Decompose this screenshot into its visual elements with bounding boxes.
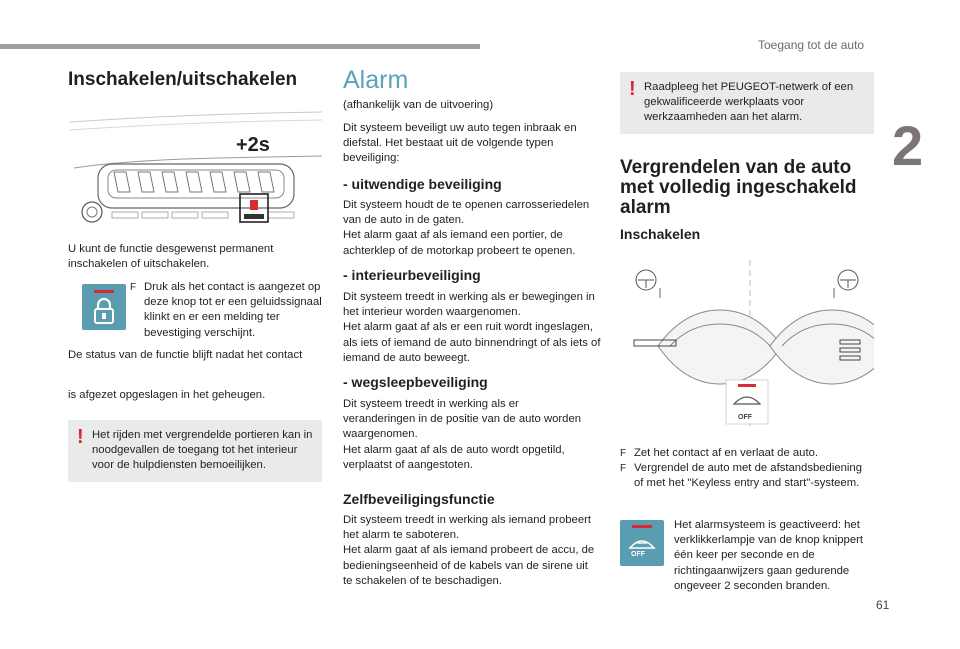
alarm-button-icon [82,284,126,330]
lock-icon [91,296,117,326]
section-title: Toegang tot de auto [758,38,865,52]
towing-heading: - wegsleepbeveiliging [343,374,488,390]
exterior-text: Dit systeem houdt de te openen carrosseriedelen van de auto in de gaten. Het alarm gaat af als iemand een portier, de achterklep of de motorkap probeert te openen. [343,199,590,257]
subsection-heading: Inschakelen [620,226,701,242]
figure-label: +2s [236,134,270,156]
warning-icon: ! [77,426,84,448]
arrow-bullet-icon: F [130,282,137,293]
alarm-heading: Alarm [343,66,409,94]
instruction-item [620,446,874,461]
availability-note: (afhankelijk van de uitvoering) [343,99,494,111]
off-label: OFF [631,551,645,558]
page-number: 61 [876,598,890,612]
off-label: OFF [738,414,752,421]
warning-box [620,72,874,134]
alarm-off-button-icon [620,520,664,566]
car-alarm-icon [628,534,656,550]
self-protection-heading: Zelfbeveiligingsfunctie [343,491,495,507]
section-heading: Inschakelen/uitschakelen [68,69,298,90]
warning-text: Raadpleeg het PEUGEOT-netwerk of een gekwalificeerde werkplaats voor werkzaamheden aan het alarm. [644,81,854,124]
alarm-intro: Dit systeem beveiligt uw auto tegen inbraak en diefstal. Het bestaat uit de volgende typen beveiliging: [343,122,577,165]
activation-text: Het alarmsysteem is geactiveerd: het verklikkerlampje van de knop knippert één keer per seconde en de richtingaanwijzers gaan gedurende ongeveer 2 seconden branden. [674,519,864,592]
interior-heading: - interieurbeveiliging [343,267,481,283]
dashboard-button-illustration [68,108,324,236]
chapter-number: 2 [892,114,924,177]
warning-box [68,420,322,482]
exterior-heading: - uitwendige beveiliging [343,176,502,192]
status-line-2: is afgezet opgeslagen in het geheugen. [68,389,266,401]
instruction-item [130,280,326,341]
key-fob-lock-illustration [620,258,874,428]
warning-text: Het rijden met vergrendelde portieren kan in noodgevallen de toegang tot het interieur voor de hulpdiensten bemoeilijken. [92,429,313,472]
interior-text: Dit systeem treedt in werking als er bewegingen in het interieur worden waargenomen. Het alarm gaat af als er een ruit wordt ingeslagen, als iets of iemand de auto binnendringt of als iets of iemand de auto beweegt. [343,291,601,364]
self-protection-text: Dit systeem treedt in werking als iemand probeert het alarm te saboteren. Het alarm gaat af als iemand probeert de accu, de bedieningseenheid of de kabels van de sirene uit te schakelen of te beschadigen. [343,514,595,587]
instruction-item [620,461,874,491]
header-bar [0,44,480,49]
arrow-bullet-icon: F [620,448,627,459]
instruction-text: Vergrendel de auto met de afstandsbediening of met het "Keyless entry and start"-systeem. [634,462,862,490]
intro-text: U kunt de functie desgewenst permanent inschakelen of uitschakelen. [68,243,274,271]
arrow-bullet-icon: F [620,463,627,474]
instruction-text: Druk als het contact is aangezet op deze knop tot er een geluidssignaal klinkt en er een melding ter bevestiging verschijnt. [144,281,322,339]
section-heading: Vergrendelen van de auto met volledig ingeschakeld alarm [620,157,857,218]
instruction-text: Zet het contact af en verlaat de auto. [634,447,819,459]
towing-text: Dit systeem treedt in werking als er veranderingen in de positie van de auto worden waargenomen. Het alarm gaat af als de auto wordt opgetild, verplaatst of aangestoten. [343,398,582,471]
status-line-1: De status van de functie blijft nadat het contact [68,349,303,361]
warning-icon: ! [629,78,636,100]
indicator-light-icon [94,290,114,293]
indicator-light-icon [632,525,652,528]
